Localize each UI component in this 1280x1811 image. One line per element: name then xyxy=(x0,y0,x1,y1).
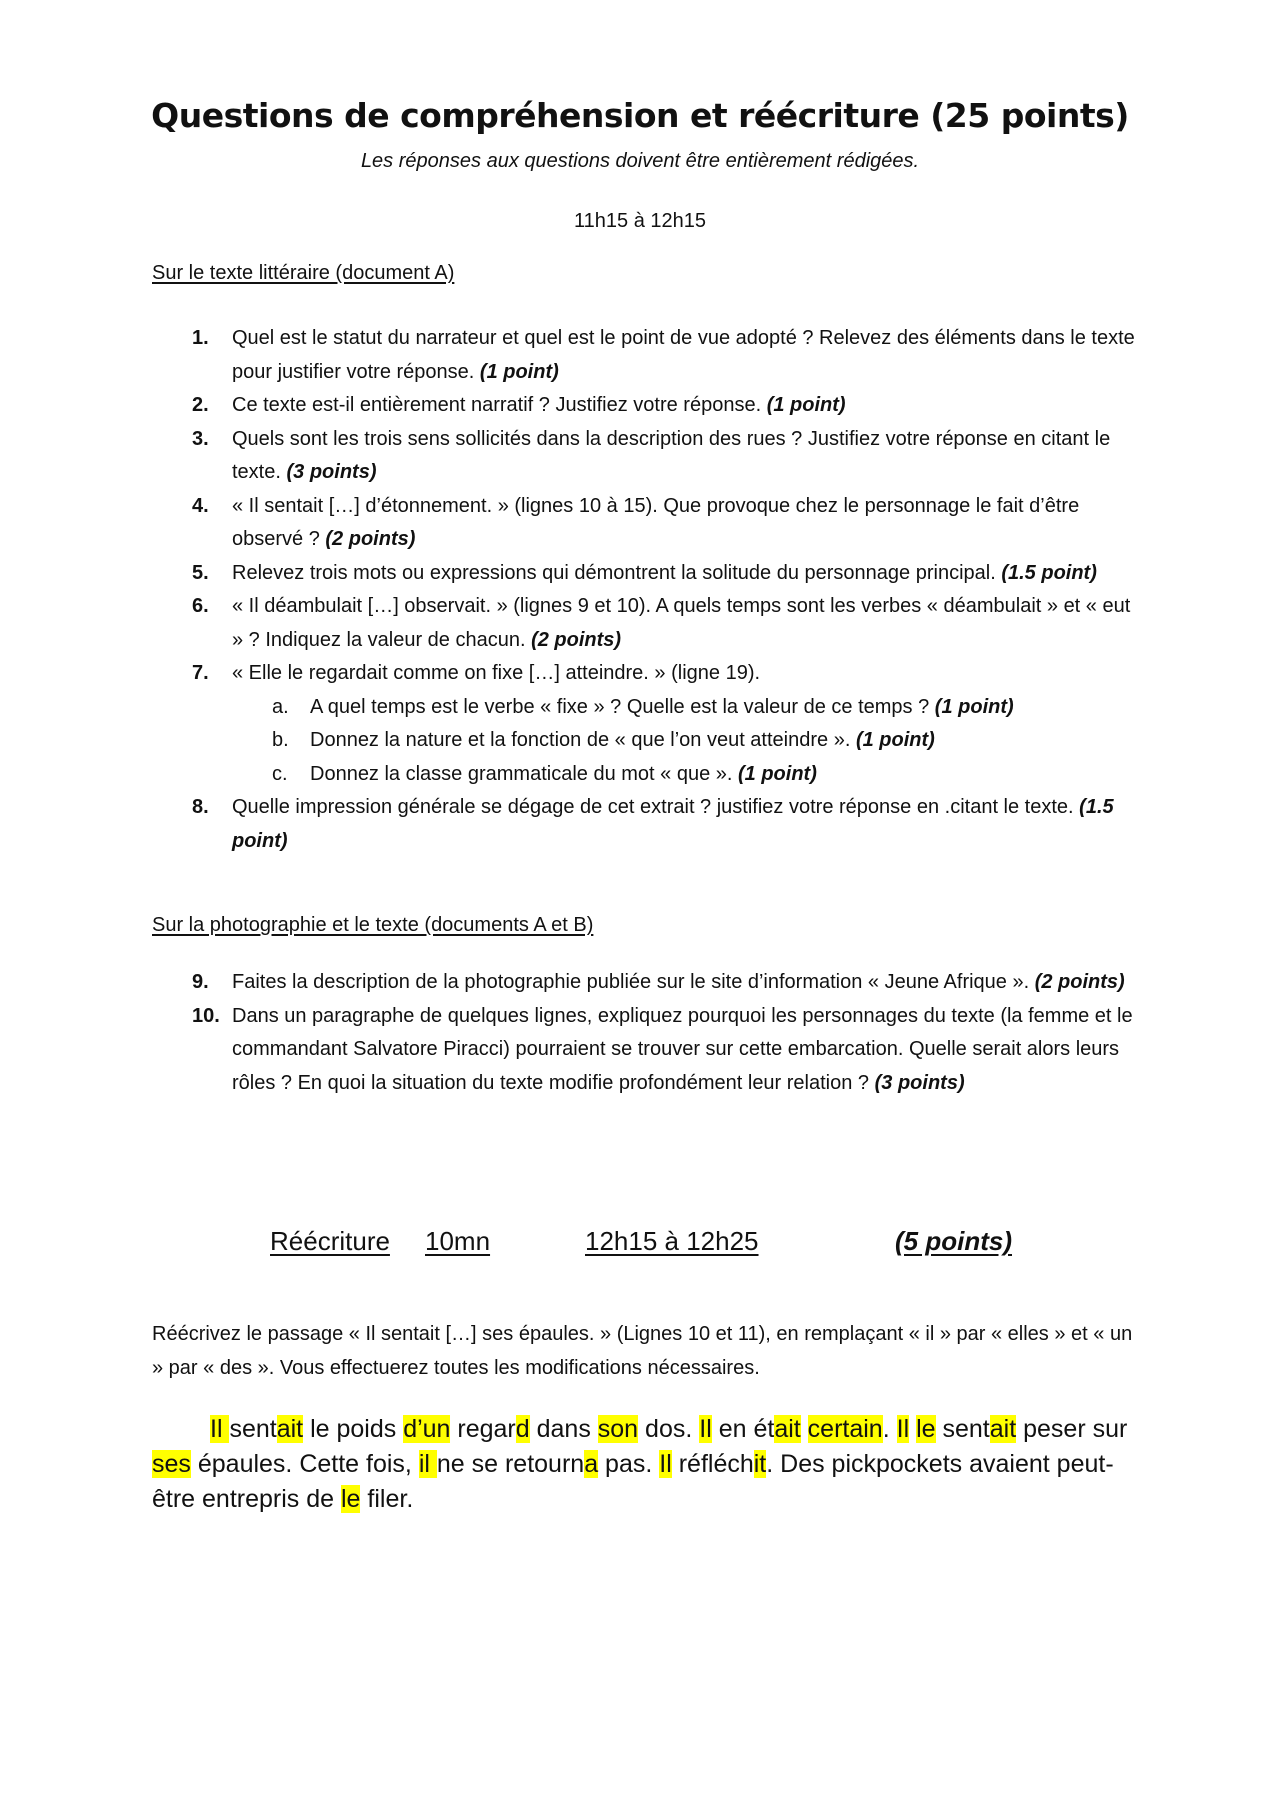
highlighted-segment: Il xyxy=(659,1450,672,1478)
question-subitems xyxy=(232,691,1142,792)
question-points: (3 points) xyxy=(874,1071,965,1094)
text-segment: dos. xyxy=(638,1415,700,1443)
question-number: 7. xyxy=(192,662,209,684)
highlighted-segment: le xyxy=(916,1415,936,1443)
rewrite-passage xyxy=(152,1412,1142,1517)
highlighted-segment: ait xyxy=(989,1415,1017,1443)
highlighted-segment: ait xyxy=(276,1415,304,1443)
page-title: Questions de compréhension et réécriture (25 points) xyxy=(151,96,1129,135)
section-b-heading: Sur la photographie et le texte (documents A et B) xyxy=(152,914,594,936)
question-text: Quelle impression générale se dégage de cet extrait ? justifiez votre réponse en .citant le texte. xyxy=(232,796,1080,818)
question-item xyxy=(152,389,1142,423)
question-points: (2 points) xyxy=(1034,971,1125,993)
question-item xyxy=(152,966,1142,1000)
highlighted-segment: d xyxy=(515,1415,530,1443)
question-text: Ce texte est-il entièrement narratif ? Justifiez votre réponse. xyxy=(232,394,767,416)
highlighted-segment: certain xyxy=(807,1415,883,1443)
question-text: Quels sont les trois sens sollicités dans la description des rues ? Justifiez votre réponse en citant le texte. xyxy=(232,427,1111,483)
rewrite-header xyxy=(0,1226,1280,1262)
text-segment: peser sur xyxy=(1016,1415,1128,1443)
subquestion-label: b. xyxy=(272,729,289,751)
highlighted-segment: le xyxy=(341,1485,361,1513)
text-segment: réfléch xyxy=(671,1450,754,1478)
question-points: (1 point) xyxy=(479,360,559,383)
subquestion-label: c. xyxy=(272,762,288,785)
rewrite-points: (5 points) xyxy=(895,1226,1012,1256)
highlighted-segment: d’un xyxy=(403,1415,451,1443)
highlighted-segment: Il xyxy=(210,1415,230,1443)
question-text: « Elle le regardait comme on fixe […] atteindre. » (ligne 19). xyxy=(232,662,761,684)
question-item xyxy=(152,557,1142,591)
question-points: (1.5 point) xyxy=(232,796,1114,852)
question-text: Faites la description de la photographie publiée sur le site d’information « Jeune Afrique ». xyxy=(232,971,1035,993)
highlighted-segment: Il xyxy=(699,1415,712,1443)
question-number: 3. xyxy=(192,427,209,450)
question-item xyxy=(152,590,1142,657)
rewrite-time: 12h15 à 12h25 xyxy=(585,1226,759,1256)
text-segment: dans xyxy=(529,1415,598,1443)
question-text: « Il sentait […] d’étonnement. » (lignes 10 à 15). Que provoque chez le personnage le fait d’être observé ? xyxy=(232,494,1080,550)
subquestion-label: a. xyxy=(272,695,289,718)
instructions-subtitle: Les réponses aux questions doivent être entièrement rédigées. xyxy=(360,150,920,172)
question-number: 6. xyxy=(192,595,209,617)
subquestion-item xyxy=(232,724,1142,758)
rewrite-instructions: Réécrivez le passage « Il sentait […] ses épaules. » (Lignes 10 et 11), en remplaçant « il » par « elles » et « un » par « des ». Vous effectuerez toutes les modifications nécessaires. xyxy=(152,1323,1133,1379)
text-segment: ne se retourn xyxy=(436,1450,585,1478)
section-a-questions xyxy=(152,322,1142,858)
highlighted-segment: a xyxy=(584,1450,599,1478)
question-points: (1 point) xyxy=(766,394,846,416)
question-number: 2. xyxy=(192,394,209,416)
text-segment: filer. xyxy=(360,1485,414,1513)
highlighted-segment: son xyxy=(597,1415,639,1443)
section-a-heading: Sur le texte littéraire (document A) xyxy=(152,262,455,284)
subquestion-text: Donnez la nature et la fonction de « que l’on veut atteindre ». xyxy=(310,729,856,751)
highlighted-segment: it xyxy=(753,1450,767,1478)
question-number: 5. xyxy=(192,561,209,584)
text-segment: le poids xyxy=(303,1415,404,1443)
subquestion-text: A quel temps est le verbe « fixe » ? Quelle est la valeur de ce temps ? xyxy=(310,695,935,718)
question-text: Dans un paragraphe de quelques lignes, expliquez pourquoi les personnages du texte (la femme et le commandant Salvatore Piracci) pourraient se trouver sur cette embarcation. Quelle serait alors leurs rôles ? En quoi la situation du texte modifie profondément leur relation ? xyxy=(232,1004,1133,1094)
question-item xyxy=(152,423,1142,490)
subquestion-text: Donnez la classe grammaticale du mot « que ». xyxy=(310,762,738,785)
subquestion-points: (1 point) xyxy=(738,762,817,785)
subquestion-points: (1 point) xyxy=(855,729,935,751)
text-segment: en ét xyxy=(711,1415,775,1443)
question-text: « Il déambulait […] observait. » (lignes 9 et 10). A quels temps sont les verbes « déambulait » et « eut » ? Indiquez la valeur de chacun. xyxy=(232,595,1131,651)
text-segment: épaules. Cette fois, xyxy=(190,1450,419,1478)
text-segment: . xyxy=(882,1415,897,1443)
section-b-questions xyxy=(152,966,1142,1100)
question-number: 1. xyxy=(192,327,209,349)
question-points: (1.5 point) xyxy=(1001,561,1097,584)
rewrite-label: Réécriture xyxy=(270,1226,390,1256)
rewrite-duration: 10mn xyxy=(425,1226,491,1256)
text-segment: sent xyxy=(935,1415,990,1443)
text-segment: . Des pickpockets avaient peut-être entrepris de xyxy=(152,1450,1114,1513)
text-segment: regar xyxy=(450,1415,516,1443)
question-item xyxy=(152,791,1142,858)
subquestion-item xyxy=(232,691,1142,725)
question-number: 8. xyxy=(192,796,209,818)
highlighted-segment: ses xyxy=(152,1450,191,1478)
question-item xyxy=(152,1000,1142,1101)
question-text: Relevez trois mots ou expressions qui démontrent la solitude du personnage principal. xyxy=(232,561,1002,584)
subquestion-item xyxy=(232,758,1142,792)
question-number: 10. xyxy=(192,1004,220,1027)
text-segment: pas. xyxy=(598,1450,660,1478)
subquestion-points: (1 point) xyxy=(934,695,1014,718)
time-slot: 11h15 à 12h15 xyxy=(574,210,706,232)
text-segment xyxy=(801,1415,808,1443)
highlighted-segment: Il xyxy=(896,1415,910,1443)
question-points: (2 points) xyxy=(531,628,622,651)
question-points: (2 points) xyxy=(325,528,416,550)
question-number: 9. xyxy=(192,971,209,993)
question-item xyxy=(152,490,1142,557)
question-item xyxy=(152,657,1142,791)
question-item xyxy=(152,322,1142,389)
question-text: Quel est le statut du narrateur et quel est le point de vue adopté ? Relevez des éléments dans le texte pour justifier votre réponse. xyxy=(232,327,1135,383)
question-points: (3 points) xyxy=(286,461,377,483)
text-segment: sent xyxy=(229,1415,277,1443)
question-number: 4. xyxy=(192,494,209,517)
highlighted-segment: il xyxy=(418,1450,437,1478)
highlighted-segment: ait xyxy=(774,1415,801,1443)
